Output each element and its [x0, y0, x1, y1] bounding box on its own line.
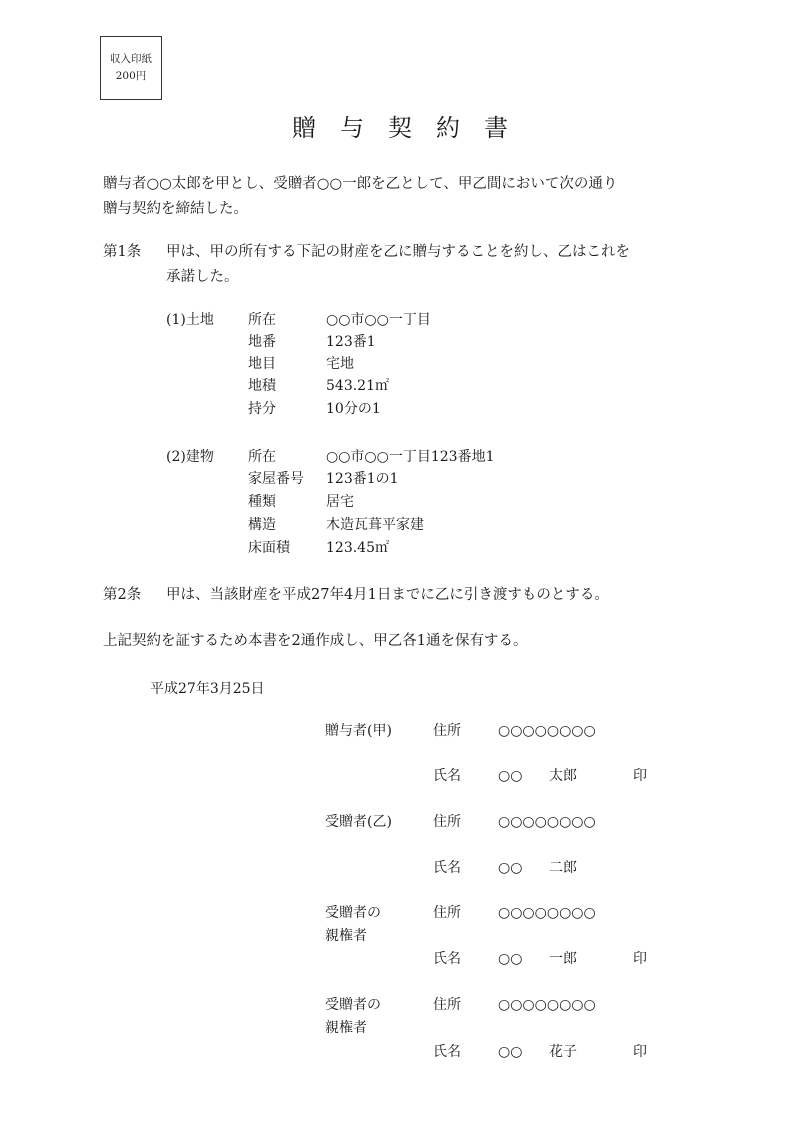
name-label: 氏名 — [433, 768, 461, 784]
building-key: 所在 — [248, 449, 276, 465]
surname-value: ○○ — [498, 951, 523, 967]
building-key: 構造 — [248, 517, 276, 533]
building-row — [166, 514, 586, 536]
land-key: 地積 — [248, 378, 276, 394]
land-row — [166, 353, 566, 375]
land-key: 持分 — [248, 401, 276, 417]
preamble-line-2: 贈与契約を締結した。 — [103, 201, 248, 217]
building-row — [166, 537, 586, 559]
address-label: 住所 — [433, 723, 461, 739]
stamp-label: 収入印紙 — [110, 53, 152, 65]
building-row — [166, 491, 586, 513]
land-value: ○○市○○一丁目 — [326, 312, 431, 328]
address-value: ○○○○○○○○ — [498, 814, 596, 830]
building-key: 家屋番号 — [248, 471, 304, 487]
building-key: 種類 — [248, 494, 276, 510]
land-key: 所在 — [248, 312, 276, 328]
building-value: 木造瓦葺平家建 — [326, 517, 424, 533]
party-role-continued: 親権者 — [325, 928, 367, 944]
seal-mark: 印 — [633, 768, 647, 784]
party-role-line-2 — [325, 1016, 425, 1040]
address-label: 住所 — [433, 814, 461, 830]
closing-statement: 上記契約を証するため本書を2通作成し、甲乙各1通を保有する。 — [103, 633, 528, 649]
party-address-row — [325, 719, 655, 743]
preamble-line-1: 贈与者○○太郎を甲とし、受贈者○○一郎を乙として、甲乙間において次の通り — [103, 176, 618, 192]
article-1-line-1: 甲は、甲の所有する下記の財産を乙に贈与することを約し、乙はこれを — [166, 244, 630, 260]
revenue-stamp-box — [100, 36, 162, 100]
address-label: 住所 — [433, 997, 461, 1013]
name-label: 氏名 — [433, 951, 461, 967]
land-value: 10分の1 — [326, 401, 381, 417]
party-name-row — [325, 764, 655, 788]
address-value: ○○○○○○○○ — [498, 997, 596, 1013]
surname-value: ○○ — [498, 1044, 523, 1060]
seal-mark: 印 — [633, 1044, 647, 1060]
given-name-value: 二郎 — [549, 860, 577, 876]
address-label: 住所 — [433, 905, 461, 921]
land-value: 543.21㎡ — [326, 378, 389, 394]
contract-date: 平成27年3月25日 — [150, 681, 265, 697]
land-row — [166, 375, 566, 397]
building-label: (2)建物 — [166, 449, 214, 465]
party-name-row — [325, 1040, 655, 1064]
document-title: 贈与契約書 — [292, 114, 532, 142]
party-role: 受贈者の — [325, 905, 381, 921]
name-label: 氏名 — [433, 860, 461, 876]
address-value: ○○○○○○○○ — [498, 723, 596, 739]
building-key: 床面積 — [248, 540, 290, 556]
building-value: 123番1の1 — [326, 471, 399, 487]
surname-value: ○○ — [498, 768, 523, 784]
party-role: 受贈者の — [325, 997, 381, 1013]
party-name-row — [325, 856, 655, 880]
land-key: 地番 — [248, 334, 276, 350]
preamble — [103, 172, 617, 222]
article-1-label: 第1条 — [103, 244, 142, 260]
party-role: 受贈者(乙) — [325, 814, 392, 830]
building-value: 居宅 — [326, 494, 354, 510]
building-value: ○○市○○一丁目123番地1 — [326, 449, 495, 465]
party-role-continued: 親権者 — [325, 1020, 367, 1036]
article-1-line-2: 承諾した。 — [166, 269, 239, 285]
article-1-text — [166, 240, 630, 290]
given-name-value: 一郎 — [549, 951, 577, 967]
land-key: 地目 — [248, 356, 276, 372]
land-label: (1)土地 — [166, 312, 214, 328]
surname-value: ○○ — [498, 860, 523, 876]
stamp-amount: 200円 — [115, 70, 147, 82]
party-address-row — [325, 810, 655, 834]
article-2-text: 甲は、当該財産を平成27年4月1日までに乙に引き渡すものとする。 — [166, 587, 609, 603]
party-address-row — [325, 993, 655, 1017]
land-row — [166, 331, 566, 353]
party-role: 贈与者(甲) — [325, 723, 392, 739]
building-row — [166, 446, 586, 468]
given-name-value: 太郎 — [549, 768, 577, 784]
building-row — [166, 468, 586, 490]
land-row — [166, 398, 566, 420]
party-name-row — [325, 947, 655, 971]
article-2-label: 第2条 — [103, 587, 142, 603]
party-address-row — [325, 901, 655, 925]
party-role-line-2 — [325, 924, 425, 948]
address-value: ○○○○○○○○ — [498, 905, 596, 921]
given-name-value: 花子 — [549, 1044, 577, 1060]
land-row — [166, 309, 566, 331]
land-value: 宅地 — [326, 356, 354, 372]
seal-mark: 印 — [633, 951, 647, 967]
name-label: 氏名 — [433, 1044, 461, 1060]
land-value: 123番1 — [326, 334, 376, 350]
building-value: 123.45㎡ — [326, 540, 389, 556]
